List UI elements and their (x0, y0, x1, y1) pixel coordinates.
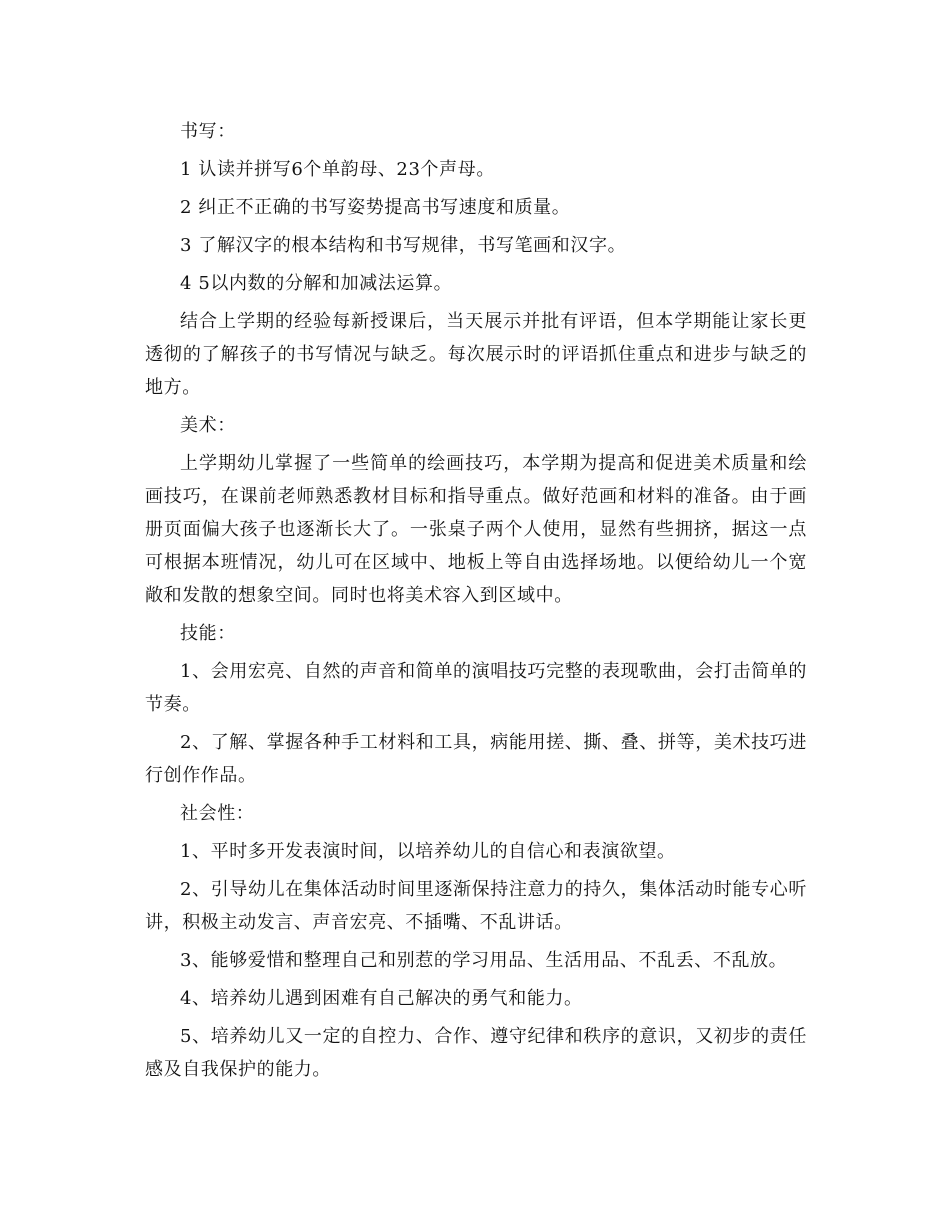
section-heading-social: 社会性： (180, 803, 255, 824)
section-heading-art: 美术： (180, 415, 236, 436)
section-heading-writing: 书写： (180, 121, 236, 142)
social-item-1: 1、平时多开发表演时间，以培养幼儿的自信心和表演欲望。 (180, 841, 676, 862)
section-heading-skills: 技能： (180, 623, 236, 644)
art-paragraph: 上学期幼儿掌握了一些简单的绘画技巧，本学期为提高和促进美术质量和绘画技巧，在课前老师熟悉教材目标和指导重点。做好范画和材料的准备。由于画册页面偏大孩子也逐渐长大了。一张桌子两个人使用，显然有些拥挤，据这一点可根据本班情况，幼儿可在区域中、地板上等自由选择场地。以便给幼儿一个宽敞和发散的想象空间。同时也将美术容入到区域中。 (145, 453, 807, 606)
social-item-5: 5、培养幼儿又一定的自控力、合作、遵守纪律和秩序的意识，又初步的责任感及自我保护的能力。 (145, 1026, 807, 1080)
social-item-3: 3、能够爱惜和整理自己和别惹的学习用品、生活用品、不乱丢、不乱放。 (180, 950, 788, 971)
writing-item-2: 2 纠正不正确的书写姿势提高书写速度和质量。 (180, 197, 571, 218)
social-item-2: 2、引导幼儿在集体活动时间里逐渐保持注意力的持久，集体活动时能专心听讲，积极主动发言、声音宏亮、不插嘴、不乱讲话。 (145, 879, 807, 933)
writing-item-4: 4 5以内数的分解和加减法运算。 (180, 273, 453, 294)
writing-paragraph: 结合上学期的经验每新授课后，当天展示并批有评语，但本学期能让家长更透彻的了解孩子的书写情况与缺乏。每次展示时的评语抓住重点和进步与缺乏的地方。 (145, 311, 807, 398)
skills-item-1: 1、会用宏亮、自然的声音和简单的演唱技巧完整的表现歌曲，会打击简单的节奏。 (145, 661, 807, 715)
skills-item-2: 2、了解、掌握各种手工材料和工具，病能用搓、撕、叠、拼等，美术技巧进行创作作品。 (145, 732, 807, 786)
writing-item-3: 3 了解汉字的根本结构和书写规律，书写笔画和汉字。 (180, 235, 627, 256)
social-item-4: 4、培养幼儿遇到困难有自己解决的勇气和能力。 (180, 988, 583, 1009)
document-page (145, 115, 807, 1091)
writing-item-1: 1 认读并拼写6个单韵母、23个声母。 (180, 159, 495, 180)
